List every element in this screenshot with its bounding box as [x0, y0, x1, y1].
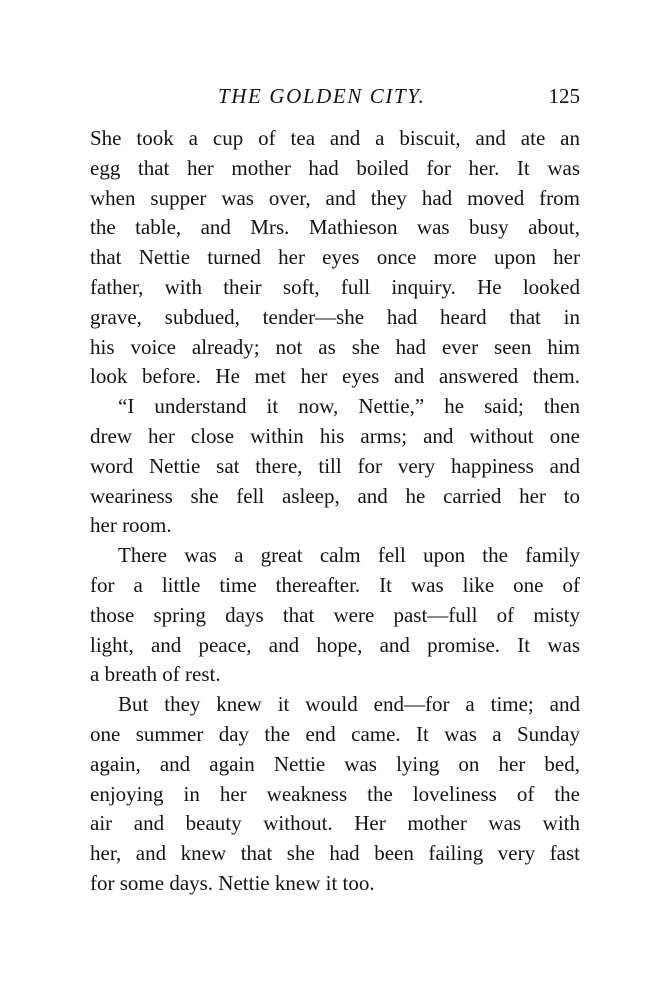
text-line: enjoying in her weakness the loveliness of the [90, 781, 580, 806]
text-line: word Nettie sat there, till for very happiness and [90, 453, 580, 478]
text-line: grave, subdued, tender—she had heard that in [90, 304, 580, 329]
text-line: those spring days that were past—full of misty [90, 602, 580, 627]
text-line: father, with their soft, full inquiry. He looked [90, 274, 580, 299]
text-line: again, and again Nettie was lying on her bed, [90, 751, 580, 776]
text-line: a breath of rest. [90, 662, 221, 687]
text-line: his voice already; not as she had ever seen him [90, 334, 580, 359]
text-line: the table, and Mrs. Mathieson was busy about, [90, 215, 580, 240]
text-line: drew her close within his arms; and without one [90, 423, 580, 448]
text-line: There was a great calm fell upon the family [118, 543, 580, 568]
text-line: She took a cup of tea and a biscuit, and ate an [90, 126, 580, 150]
text-line: look before. He met her eyes and answered them. [90, 364, 580, 389]
running-title: THE GOLDEN CITY. [218, 84, 426, 108]
text-line: air and beauty without. Her mother was with [90, 811, 580, 836]
running-head [90, 84, 580, 114]
text-line: for a little time thereafter. It was like one of [90, 572, 580, 597]
text-line: for some days. Nettie knew it too. [90, 870, 375, 895]
page-number: 125 [548, 84, 580, 108]
text-line: that Nettie turned her eyes once more upon her [90, 245, 580, 270]
body-text [90, 124, 580, 899]
text-line: weariness she fell asleep, and he carried her to [90, 483, 580, 508]
text-line: her room. [90, 513, 172, 538]
text-line: one summer day the end came. It was a Sunday [90, 721, 580, 746]
text-line: light, and peace, and hope, and promise. It was [90, 632, 580, 657]
text-line: egg that her mother had boiled for her. It was [90, 155, 580, 180]
text-line: her, and knew that she had been failing very fast [90, 841, 580, 866]
text-line: “I understand it now, Nettie,” he said; then [118, 394, 580, 419]
text-line: But they knew it would end—for a time; and [118, 692, 580, 717]
text-line: when supper was over, and they had moved from [90, 185, 580, 210]
